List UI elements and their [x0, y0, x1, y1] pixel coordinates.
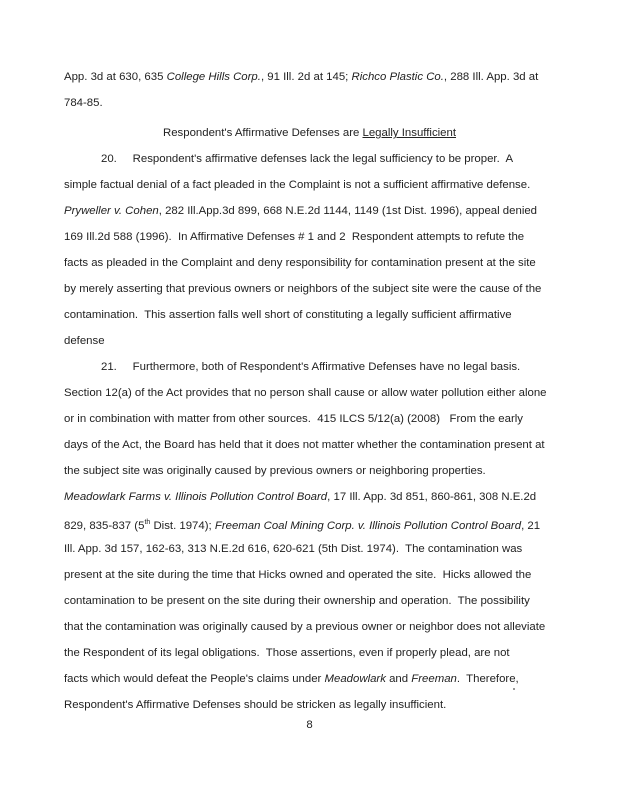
- scan-artifact-dot: [513, 688, 515, 690]
- paragraph-20-line-6: by merely asserting that previous owners or neighbors of the subject site were the cause of the: [64, 283, 542, 295]
- paragraph-21-line-1: 21. Furthermore, both of Respondent's Affirmative Defenses have no legal basis.: [101, 361, 521, 373]
- paragraph-21-line-8: Ill. App. 3d 157, 162-63, 313 N.E.2d 616, 620-621 (5th Dist. 1974). The contamination was: [64, 543, 523, 555]
- paragraph-20-line-1: 20. Respondent's affirmative defenses lack the legal sufficiency to be proper. A: [101, 153, 514, 165]
- paragraph-21-line-3: or in combination with matter from other sources. 415 ILCS 5/12(a) (2008) From the early: [64, 413, 523, 425]
- paragraph-21-line-10: contamination to be present on the site during their ownership and operation. The possibility: [64, 595, 530, 607]
- paragraph-21-line-13: facts which would defeat the People's claims under Meadowlark and Freeman. Therefore,: [64, 673, 519, 685]
- paragraph-21-line-9: present at the site during the time that Hicks owned and operated the site. Hicks allowed the: [64, 569, 532, 581]
- paragraph-21-line-11: that the contamination was originally caused by a previous owner or neighbor does not alleviate: [64, 621, 546, 633]
- paragraph-21-line-7: 829, 835-837 (5th Dist. 1974); Freeman Coal Mining Corp. v. Illinois Pollution Control Board, 21: [64, 519, 541, 532]
- paragraph-20-line-4: 169 Ill.2d 588 (1996). In Affirmative Defenses # 1 and 2 Respondent attempts to refute the: [64, 231, 525, 243]
- text-line-1: App. 3d at 630, 635 College Hills Corp., 91 Ill. 2d at 145; Richco Plastic Co., 288 Ill. App. 3d at: [64, 71, 539, 83]
- text-line-2: 784-85.: [64, 97, 103, 109]
- paragraph-21-line-12: the Respondent of its legal obligations. Those assertions, even if properly plead, are not: [64, 647, 510, 659]
- page-number: 8: [306, 719, 313, 731]
- paragraph-20-line-7: contamination. This assertion falls well short of constituting a legally sufficient affirmative: [64, 309, 512, 321]
- paragraph-21-line-14: Respondent's Affirmative Defenses should be stricken as legally insufficient.: [64, 699, 447, 711]
- paragraph-20-line-3: Pryweller v. Cohen, 282 Ill.App.3d 899, 668 N.E.2d 1144, 1149 (1st Dist. 1996), appeal denied: [64, 205, 538, 217]
- paragraph-20-line-2: simple factual denial of a fact pleaded in the Complaint is not a sufficient affirmative defense.: [64, 179, 531, 191]
- paragraph-20-line-8: defense: [64, 335, 105, 347]
- paragraph-21-line-4: days of the Act, the Board has held that it does not matter whether the contamination present at: [64, 439, 545, 451]
- paragraph-21-line-6: Meadowlark Farms v. Illinois Pollution Control Board, 17 Ill. App. 3d 851, 860-861, 308 N.E.2d: [64, 491, 537, 503]
- paragraph-21-line-5: the subject site was originally caused by previous owners or neighboring properties.: [64, 465, 486, 477]
- section-heading: Respondent's Affirmative Defenses are Legally Insufficient: [162, 127, 457, 139]
- paragraph-20-line-5: facts as pleaded in the Complaint and deny responsibility for contamination present at the site: [64, 257, 536, 269]
- paragraph-21-line-2: Section 12(a) of the Act provides that no person shall cause or allow water pollution either alone: [64, 387, 547, 399]
